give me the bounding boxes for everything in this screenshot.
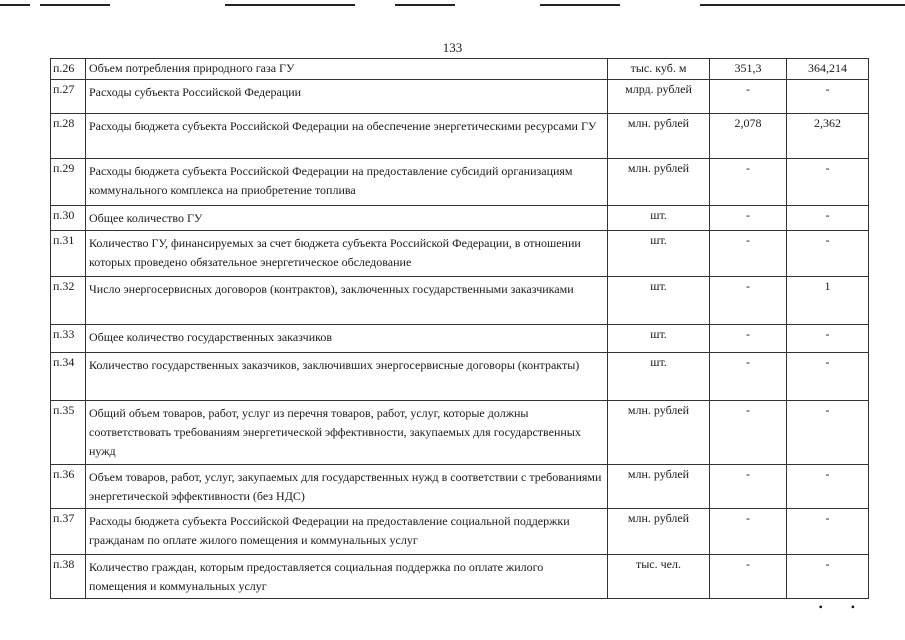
table-row: [51, 114, 869, 159]
row-description: Расходы бюджета субъекта Российской Федерации на предоставление социальной поддержки гражданам по оплате жилого помещения и коммунальных услуг: [86, 509, 608, 555]
row-value-1: -: [710, 401, 787, 465]
scan-artifact-rule: [700, 4, 905, 6]
table-row: [51, 59, 869, 80]
row-unit: шт.: [608, 231, 710, 277]
row-unit: млн. рублей: [608, 401, 710, 465]
row-value-2: 1: [787, 277, 869, 325]
row-unit: тыс. куб. м: [608, 59, 710, 80]
row-description: Общий объем товаров, работ, услуг из перечня товаров, работ, услуг, которые должны соответствовать требованиям энергетической эффективности, закупаемых для государственных нужд: [86, 401, 608, 465]
row-description: Объем товаров, работ, услуг, закупаемых для государственных нужд в соответствии с требованиями энергетической эффективности (без НДС): [86, 465, 608, 509]
indicators-table: [50, 58, 869, 599]
row-value-2: -: [787, 325, 869, 353]
table-row: [51, 555, 869, 599]
row-value-1: -: [710, 555, 787, 599]
row-value-2: -: [787, 159, 869, 206]
row-value-2: 364,214: [787, 59, 869, 80]
table-row: [51, 231, 869, 277]
row-value-2: -: [787, 353, 869, 401]
table-row: [51, 465, 869, 509]
row-value-2: -: [787, 80, 869, 114]
row-unit: млрд. рублей: [608, 80, 710, 114]
row-unit: млн. рублей: [608, 465, 710, 509]
table-row: [51, 401, 869, 465]
scan-artifact-rule: [0, 4, 30, 6]
scan-artifact-rule: [40, 4, 110, 6]
row-description: Количество граждан, которым предоставляется социальная поддержка по оплате жилого помещения и коммунальных услуг: [86, 555, 608, 599]
scan-artifact-rule: [225, 4, 355, 6]
row-number: п.36: [51, 465, 86, 509]
row-value-1: -: [710, 277, 787, 325]
row-number: п.30: [51, 206, 86, 231]
row-description: Объем потребления природного газа ГУ: [86, 59, 608, 80]
row-value-1: -: [710, 206, 787, 231]
row-number: п.34: [51, 353, 86, 401]
table-row: [51, 277, 869, 325]
row-value-2: -: [787, 465, 869, 509]
row-unit: шт.: [608, 206, 710, 231]
row-description: Количество государственных заказчиков, заключивших энергосервисные договоры (контракты): [86, 353, 608, 401]
row-number: п.32: [51, 277, 86, 325]
row-number: п.31: [51, 231, 86, 277]
row-description: Расходы субъекта Российской Федерации: [86, 80, 608, 114]
row-value-2: -: [787, 555, 869, 599]
row-value-1: -: [710, 159, 787, 206]
row-description: Расходы бюджета субъекта Российской Федерации на предоставление субсидий организациям коммунального комплекса на приобретение топлива: [86, 159, 608, 206]
row-unit: млн. рублей: [608, 159, 710, 206]
row-value-1: -: [710, 231, 787, 277]
row-unit: млн. рублей: [608, 114, 710, 159]
scan-artifact-rule: [540, 4, 620, 6]
row-value-1: 351,3: [710, 59, 787, 80]
row-value-1: -: [710, 465, 787, 509]
row-unit: шт.: [608, 353, 710, 401]
scan-speck-marks: ••: [818, 600, 883, 614]
row-number: п.33: [51, 325, 86, 353]
table-row: [51, 206, 869, 231]
row-description: Расходы бюджета субъекта Российской Федерации на обеспечение энергетическими ресурсами ГУ: [86, 114, 608, 159]
row-number: п.27: [51, 80, 86, 114]
row-value-2: 2,362: [787, 114, 869, 159]
row-value-2: -: [787, 509, 869, 555]
row-value-2: -: [787, 206, 869, 231]
row-number: п.35: [51, 401, 86, 465]
row-value-1: -: [710, 509, 787, 555]
table-row: [51, 80, 869, 114]
row-unit: шт.: [608, 325, 710, 353]
row-value-1: -: [710, 80, 787, 114]
row-value-1: -: [710, 353, 787, 401]
row-value-1: 2,078: [710, 114, 787, 159]
row-number: п.28: [51, 114, 86, 159]
row-value-2: -: [787, 231, 869, 277]
row-description: Общее количество ГУ: [86, 206, 608, 231]
scan-artifact-rule: [395, 4, 455, 6]
table-row: [51, 509, 869, 555]
row-description: Общее количество государственных заказчиков: [86, 325, 608, 353]
row-number: п.37: [51, 509, 86, 555]
table-row: [51, 325, 869, 353]
row-value-1: -: [710, 325, 787, 353]
row-unit: тыс. чел.: [608, 555, 710, 599]
row-number: п.29: [51, 159, 86, 206]
row-unit: шт.: [608, 277, 710, 325]
row-unit: млн. рублей: [608, 509, 710, 555]
row-value-2: -: [787, 401, 869, 465]
row-description: Количество ГУ, финансируемых за счет бюджета субъекта Российской Федерации, в отношении которых проведено обязательное энергетическое обследование: [86, 231, 608, 277]
page-number: 133: [442, 40, 463, 55]
row-number: п.38: [51, 555, 86, 599]
table-row: [51, 159, 869, 206]
row-number: п.26: [51, 59, 86, 80]
table-row: [51, 353, 869, 401]
row-description: Число энергосервисных договоров (контрактов), заключенных государственными заказчиками: [86, 277, 608, 325]
